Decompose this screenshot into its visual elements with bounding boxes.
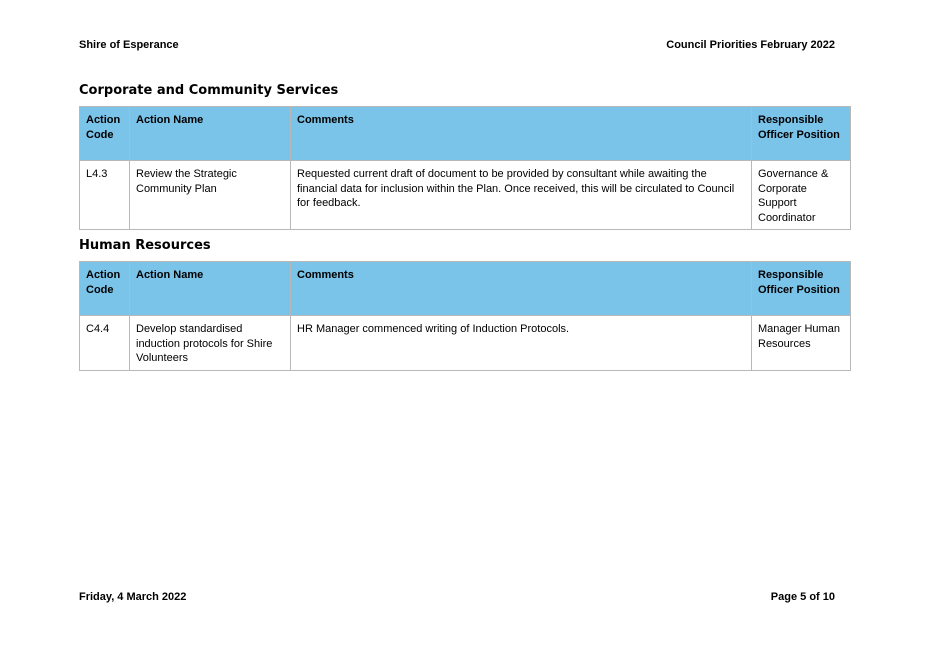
column-header-responsible-officer: Responsible Officer Position (752, 107, 851, 161)
table-header-row (80, 262, 851, 316)
action-code-cell: C4.4 (80, 316, 130, 371)
table-header-row (80, 107, 851, 161)
action-code-cell: L4.3 (80, 161, 130, 230)
corporate-actions-table (79, 106, 851, 230)
responsible-officer-cell: Governance & Corporate Support Coordinator (752, 161, 851, 230)
action-name-cell: Review the Strategic Community Plan (130, 161, 291, 230)
section-title-corporate: Corporate and Community Services (79, 83, 339, 98)
table-row (80, 161, 851, 230)
footer-page-number: Page 5 of 10 (770, 591, 835, 603)
column-header-responsible-officer: Responsible Officer Position (752, 262, 851, 316)
comments-cell: HR Manager commenced writing of Induction Protocols. (291, 316, 752, 371)
table-row (80, 316, 851, 371)
column-header-action-name: Action Name (130, 262, 291, 316)
action-name-cell: Develop standardised induction protocols for Shire Volunteers (130, 316, 291, 371)
column-header-action-code: Action Code (80, 107, 130, 161)
column-header-comments: Comments (291, 107, 752, 161)
column-header-comments: Comments (291, 262, 752, 316)
human-resources-actions-table (79, 261, 851, 371)
header-document-title: Council Priorities February 2022 (666, 39, 835, 51)
column-header-action-code: Action Code (80, 262, 130, 316)
header-organisation: Shire of Esperance (79, 39, 179, 51)
section-title-human-resources: Human Resources (79, 238, 211, 253)
responsible-officer-cell: Manager Human Resources (752, 316, 851, 371)
column-header-action-name: Action Name (130, 107, 291, 161)
footer-date: Friday, 4 March 2022 (79, 591, 187, 603)
comments-cell: Requested current draft of document to be provided by consultant while awaiting the financial data for inclusion within the Plan. Once received, this will be circulated to Council for feedback. (291, 161, 752, 230)
